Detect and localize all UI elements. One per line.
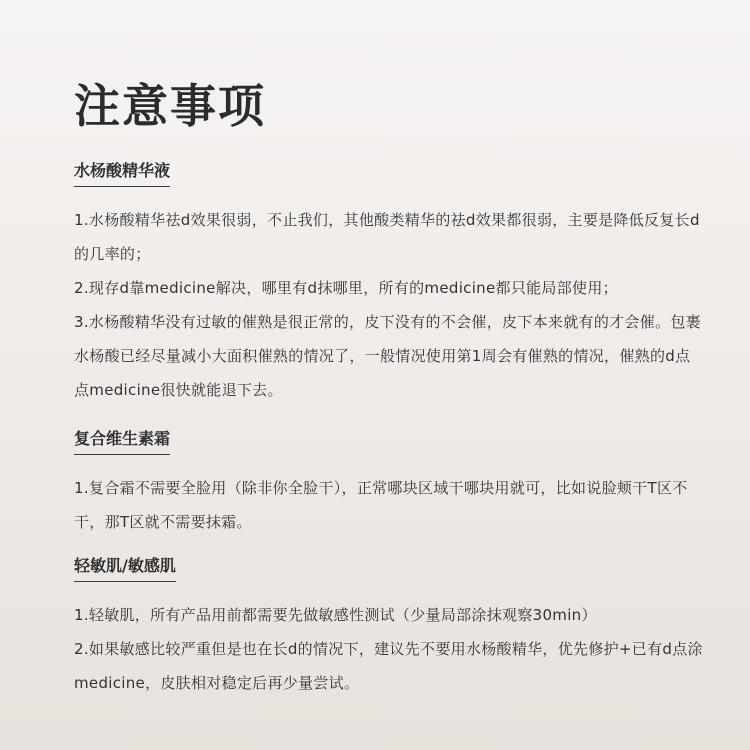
page-title: 注意事项 xyxy=(74,79,266,133)
list-item: 1.水杨酸精华祛d效果很弱，不止我们，其他酸类精华的祛d效果都很弱，主要是降低反复长d的几率的； xyxy=(74,211,700,263)
item-list xyxy=(74,471,704,539)
section-heading: 轻敏肌/敏感肌 xyxy=(74,553,176,582)
item-list xyxy=(74,203,704,407)
section-vitamin-cream xyxy=(74,426,704,539)
list-item: 1.轻敏肌，所有产品用前都需要先做敏感性测试（少量局部涂抹观察30min） xyxy=(74,606,597,624)
section-heading: 水杨酸精华液 xyxy=(74,158,170,187)
list-item: 2.现存d靠medicine解决，哪里有d抹哪里，所有的medicine都只能局部使用； xyxy=(74,279,618,297)
section-heading: 复合维生素霜 xyxy=(74,426,170,455)
list-item: 3.水杨酸精华没有过敏的催熟是很正常的，皮下没有的不会催，皮下本来就有的才会催。包裹水杨酸已经尽量减小大面积催熟的情况了，一般情况使用第1周会有催熟的情况，催熟的d点点medicine很快就能退下去。 xyxy=(74,313,701,399)
list-item: 2.如果敏感比较严重但是也在长d的情况下，建议先不要用水杨酸精华，优先修护+已有d点涂medicine，皮肤相对稳定后再少量尝试。 xyxy=(74,640,703,692)
item-list xyxy=(74,598,704,700)
section-sensitive-skin xyxy=(74,553,704,700)
section-salicylic-serum xyxy=(74,158,704,407)
list-item: 1.复合霜不需要全脸用（除非你全脸干），正常哪块区域干哪块用就可，比如说脸颊干T区不干，那T区就不需要抹霜。 xyxy=(74,479,688,531)
